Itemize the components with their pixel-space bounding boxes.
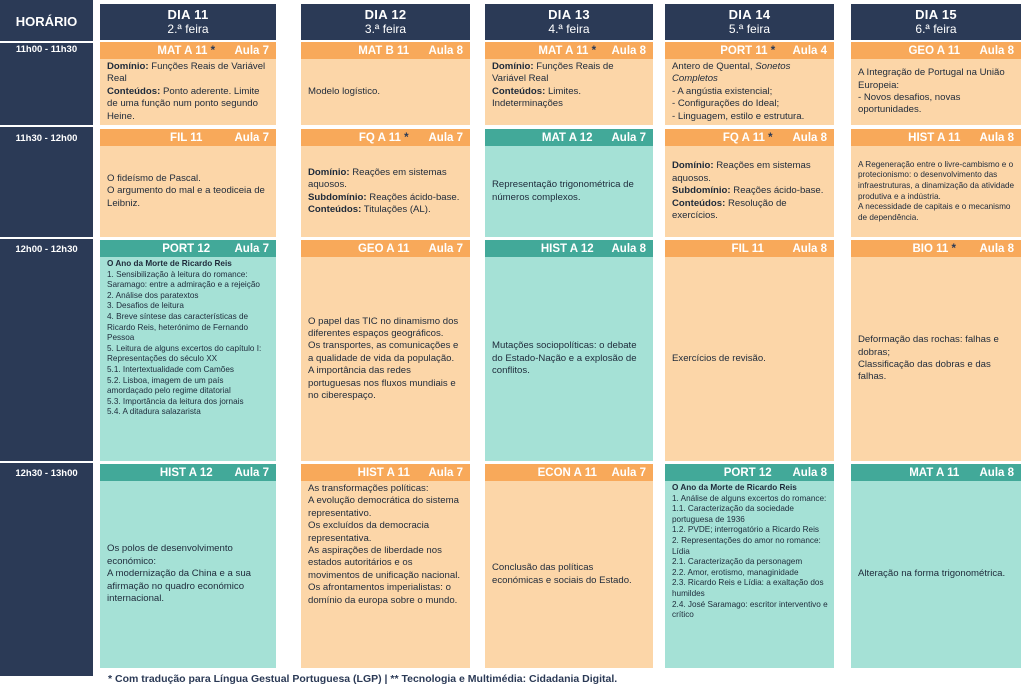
content-line: Os transportes, as comunicações e a qualidade de vida da população.	[308, 340, 459, 364]
class-card[interactable]	[301, 129, 470, 237]
day-label: DIA 14	[728, 7, 771, 22]
subject-name: GEO A 11	[908, 44, 961, 57]
class-header	[665, 464, 834, 481]
content-line: Exercícios de revisão.	[672, 352, 766, 364]
content-line: O Ano da Morte de Ricardo Reis	[107, 259, 232, 268]
content-line: 4. Breve síntese das características de Ricardo Reis, heterónimo de Fernando Pessoa	[107, 311, 249, 343]
lesson-number: Aula 8	[979, 242, 1014, 255]
class-card[interactable]	[665, 240, 834, 461]
class-content	[485, 481, 653, 668]
content-line: Classificação das dobras e das falhas.	[858, 359, 991, 383]
day-label: DIA 13	[548, 7, 590, 22]
class-content	[665, 59, 834, 125]
class-header	[100, 464, 276, 481]
content-line: Alteração na forma trigonométrica.	[858, 568, 1006, 580]
class-content	[301, 146, 470, 237]
content-line: 2.2. Amor, erotismo, managinidade	[672, 567, 799, 577]
lesson-number: Aula 7	[428, 131, 463, 144]
class-card[interactable]	[485, 129, 653, 237]
subject-name: HIST A 11	[357, 466, 410, 479]
content-line: Domínio: Funções Reais de Variável Real	[492, 61, 614, 85]
class-card[interactable]	[851, 129, 1021, 237]
subject-name: FQ A 11 *	[722, 131, 773, 144]
content-line: Representação trigonométrica de números complexos.	[492, 179, 634, 203]
time-slot-2: 11h30 - 12h00	[15, 133, 78, 144]
class-content	[851, 146, 1021, 237]
weekday-label: 3.ª feira	[364, 22, 407, 36]
class-header	[851, 240, 1021, 257]
subject-name: PORT 11 *	[720, 44, 776, 57]
subject-name: FQ A 11 *	[358, 131, 409, 144]
content-line: - Configurações do Ideal;	[672, 98, 780, 110]
content-line: 2.4. José Saramago: escritor interventivo e crítico	[672, 599, 828, 620]
content-line: Subdomínio: Reações ácido-base.	[672, 185, 824, 197]
class-card[interactable]	[851, 42, 1021, 125]
class-content	[851, 257, 1021, 461]
content-line: Conteúdos: Titulações (AL).	[308, 203, 431, 215]
lgp-marker: *	[768, 131, 773, 144]
lesson-number: Aula 7	[428, 466, 463, 479]
content-line: 5.2. Lisboa, imagem de um país amordaçado pelo regime ditatorial	[107, 375, 231, 396]
class-content	[100, 146, 276, 237]
content-line: Domínio: Funções Reais de Variável Real	[107, 61, 266, 85]
footer-note: * Com tradução para Língua Gestual Portuguesa (LGP) | ** Tecnologia e Multimédia: Cidadania Digital.	[108, 673, 618, 685]
row-divider	[0, 461, 1024, 463]
class-content	[665, 481, 834, 668]
class-content	[665, 257, 834, 461]
lesson-number: Aula 8	[792, 131, 827, 144]
class-content	[851, 59, 1021, 125]
subject-name: MAT A 12	[541, 131, 593, 144]
content-line: As transformações políticas:	[308, 483, 429, 494]
content-line: Antero de Quental, Sonetos Completos	[672, 61, 791, 85]
content-line: Mutações sociopolíticas: o debate do Estado-Nação e a explosão de conflitos.	[492, 340, 637, 377]
class-header	[301, 240, 470, 257]
subject-name: HIST A 12	[159, 466, 213, 479]
class-header	[851, 42, 1021, 59]
class-content	[100, 481, 276, 668]
class-header	[485, 42, 653, 59]
content-line: 5.1. Intertextualidade com Camões	[107, 364, 234, 374]
content-line: O Ano da Morte de Ricardo Reis	[672, 483, 797, 492]
class-content	[301, 59, 470, 125]
class-card[interactable]	[485, 464, 653, 668]
schedule-title: HORÁRIO	[15, 14, 78, 29]
class-header	[100, 42, 276, 59]
lgp-marker: *	[591, 44, 597, 57]
subject-name: BIO 11 *	[912, 242, 956, 255]
class-content	[301, 481, 470, 668]
content-line: As aspirações de liberdade nos estados autoritários e os movimentos de unificação nacional.	[308, 545, 460, 581]
class-header	[665, 240, 834, 257]
content-line: Conclusão das políticas económicas e sociais do Estado.	[492, 562, 632, 586]
class-header	[485, 240, 653, 257]
content-line: O papel das TIC no dinamismo dos diferentes espaços geográficos.	[308, 315, 459, 339]
content-line: 2.1. Caracterização da personagem	[672, 557, 803, 567]
content-line: 2.3. Ricardo Reis e Lídia: a exaltação dos humildes	[672, 578, 824, 598]
content-line: A Regeneração entre o livre-cambismo e o protecionismo: o desenvolvimento das infraestruturas, a dinamização da atividade produtiva e a indústria.	[858, 159, 1015, 201]
weekday-label: 6.ª feira	[915, 22, 957, 36]
class-header	[100, 240, 276, 257]
content-line: Os polos de desenvolvimento económico:	[107, 543, 233, 567]
content-line: Deformação das rochas: falhas e dobras;	[858, 334, 999, 358]
content-line: A Integração de Portugal na União Europeia:	[858, 67, 1005, 91]
class-content	[665, 146, 834, 237]
class-header	[665, 42, 834, 59]
day-label: DIA 15	[915, 7, 957, 22]
lesson-number: Aula 8	[611, 242, 646, 255]
subject-name: HIST A 11	[908, 131, 961, 144]
subject-name: PORT 12	[162, 242, 211, 255]
class-header	[301, 42, 470, 59]
class-header	[100, 129, 276, 146]
content-line: 1.2. PVDE; interrogatório a Ricardo Reis	[672, 525, 819, 535]
class-header	[851, 129, 1021, 146]
subject-name: MAT A 11 *	[538, 44, 597, 57]
content-line: Conteúdos: Ponto aderente. Limite de uma função num ponto segundo Heine.	[107, 85, 260, 122]
class-card[interactable]	[665, 464, 834, 668]
time-slot-1: 11h00 - 11h30	[15, 44, 78, 55]
class-content	[485, 257, 653, 461]
lesson-number: Aula 7	[234, 131, 269, 144]
weekday-label: 2.ª feira	[167, 22, 209, 36]
content-line: 1.1. Caracterização da sociedade portuguesa de 1936	[672, 504, 794, 524]
class-card[interactable]	[100, 42, 276, 125]
class-content	[301, 257, 470, 461]
weekday-label: 4.ª feira	[548, 22, 590, 36]
content-line: Conteúdos: Limites. Indeterminações	[492, 85, 582, 110]
content-line: O argumento do mal e a teodiceia de Leibniz.	[107, 185, 265, 209]
day-header-15	[851, 4, 1021, 40]
class-content	[485, 146, 653, 237]
content-line: 5.4. A ditadura salazarista	[107, 407, 201, 417]
content-line: 2. Representações do amor no romance: Lídia	[672, 535, 821, 556]
class-card[interactable]	[665, 42, 834, 125]
day-label: DIA 11	[167, 7, 209, 22]
day-header-12	[301, 4, 470, 40]
class-header	[851, 464, 1021, 481]
weekday-label: 5.ª feira	[728, 22, 771, 36]
content-line: 1. Sensibilização à leitura do romance: Saramago: entre a admiração e a rejeição	[107, 269, 260, 290]
content-line: 5. Leitura de alguns excertos do capítulo I: Representações do século XX	[107, 343, 262, 364]
lesson-number: Aula 8	[428, 44, 463, 57]
class-content	[100, 257, 276, 461]
content-line: A evolução democrática do sistema representativo.	[308, 495, 459, 519]
class-card[interactable]	[485, 240, 653, 461]
content-line: Domínio: Reações em sistemas aquosos.	[672, 160, 811, 184]
lgp-marker: *	[210, 44, 216, 57]
day-header-14	[665, 4, 834, 40]
content-line: A modernização da China e a sua afirmação no quadro económico internacional.	[107, 568, 251, 605]
content-line: Subdomínio: Reações ácido-base.	[308, 191, 460, 203]
lgp-marker: *	[951, 242, 956, 255]
lesson-number: Aula 8	[792, 466, 827, 479]
class-card[interactable]	[100, 129, 276, 237]
class-card[interactable]	[301, 240, 470, 461]
lgp-marker: *	[404, 131, 409, 144]
subject-name: ECON A 11	[537, 466, 597, 479]
content-line: Domínio: Reações em sistemas aquosos.	[308, 166, 447, 191]
subject-name: MAT A 11	[909, 466, 960, 479]
content-line: 2. Análise dos paratextos	[107, 290, 199, 300]
lesson-number: Aula 7	[611, 466, 646, 479]
content-line: A importância das redes portuguesas nos fluxos mundiais e no ciberespaço.	[308, 365, 456, 402]
class-card[interactable]	[665, 129, 834, 237]
lesson-number: Aula 8	[611, 44, 646, 57]
content-line: Conteúdos: Resolução de exercícios.	[672, 197, 787, 222]
class-card[interactable]	[301, 42, 470, 125]
lesson-number: Aula 4	[792, 44, 827, 57]
class-header	[301, 464, 470, 481]
content-line: Os afrontamentos imperialistas: o domínio da europa sobre o mundo.	[308, 582, 458, 606]
lesson-number: Aula 8	[979, 44, 1014, 57]
content-line: 1. Análise de alguns excertos do romance:	[672, 493, 827, 503]
content-line: O fideísmo de Pascal.	[107, 172, 201, 184]
class-content	[851, 481, 1021, 668]
time-column	[0, 0, 93, 676]
lesson-number: Aula 7	[234, 242, 269, 255]
class-header	[301, 129, 470, 146]
lgp-marker: *	[770, 44, 776, 57]
class-header	[485, 129, 653, 146]
class-card[interactable]	[301, 464, 470, 668]
content-line: - A angústia existencial;	[672, 85, 773, 97]
lesson-number: Aula 7	[234, 44, 269, 57]
row-divider	[0, 237, 1024, 239]
class-card[interactable]	[851, 240, 1021, 461]
subject-name: MAT B 11	[358, 44, 410, 57]
subject-name: HIST A 12	[540, 242, 594, 255]
time-slot-3: 12h00 - 12h30	[15, 244, 78, 255]
content-line: 3. Desafios de leitura	[107, 301, 184, 311]
content-line: - Novos desafios, novas oportunidades.	[858, 92, 961, 116]
lesson-number: Aula 8	[979, 466, 1014, 479]
class-card[interactable]	[485, 42, 653, 125]
day-header-13	[485, 4, 653, 40]
day-label: DIA 12	[364, 7, 407, 22]
class-content	[485, 59, 653, 125]
lesson-number: Aula 7	[428, 242, 463, 255]
class-card[interactable]	[851, 464, 1021, 668]
class-card[interactable]	[100, 464, 276, 668]
class-header	[665, 129, 834, 146]
subject-name: FIL 11	[731, 242, 764, 255]
lesson-number: Aula 8	[792, 242, 827, 255]
subject-name: MAT A 11 *	[157, 44, 216, 57]
class-card[interactable]	[100, 240, 276, 461]
content-line: A necessidade de capitais e o mecanismo de dependência.	[858, 202, 1011, 222]
time-slot-4: 12h30 - 13h00	[15, 468, 78, 479]
class-header	[485, 464, 653, 481]
subject-name: PORT 12	[723, 466, 772, 479]
content-line: - Linguagem, estilo e estrutura.	[672, 110, 805, 122]
lesson-number: Aula 7	[234, 466, 269, 479]
content-line: Os excluídos da democracia representativa.	[308, 520, 430, 544]
row-divider	[0, 125, 1024, 127]
day-header-11	[100, 4, 276, 40]
subject-name: GEO A 11	[357, 242, 410, 255]
content-line: Modelo logístico.	[308, 85, 380, 97]
subject-name: FIL 11	[170, 131, 203, 144]
lesson-number: Aula 8	[979, 131, 1014, 144]
content-line: 5.3. Importância da leitura dos jornais	[107, 396, 244, 406]
class-content	[100, 59, 276, 125]
lesson-number: Aula 7	[611, 131, 646, 144]
